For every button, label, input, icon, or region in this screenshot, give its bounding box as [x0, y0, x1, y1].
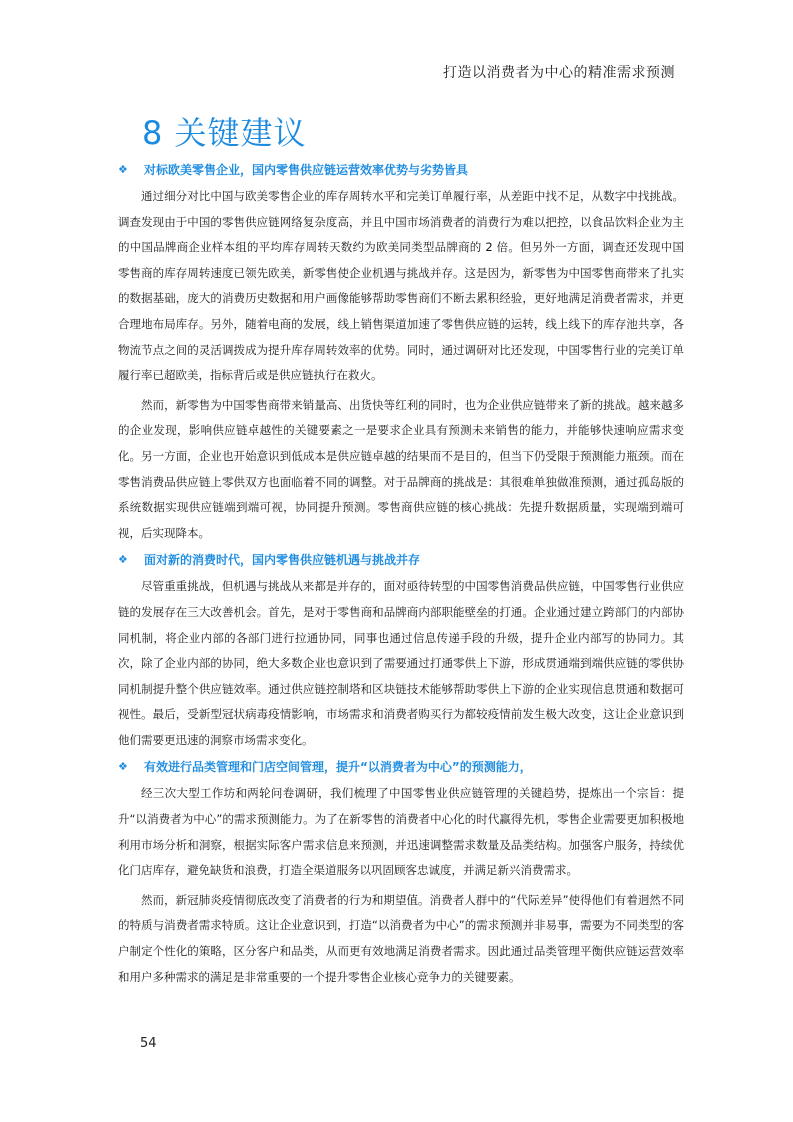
paragraph: 然而，新零售为中国零售商带来销量高、出货快等红利的同时，也为企业供应链带来了新的挑战。越来越多的企业发现，影响供应链卓越性的关键要素之一是要求企业具有预测未来销售的能力，并能够快速响应需求变化。另一方面，企业也开始意识到低成本是供应链卓越的结果而不是目的，但当下仍受限于预测能力瓶颈。而在零售消费品供应链上零供双方也面临着不同的调整。对于品牌商的挑战是：其很难单独做准预测，通过孤岛版的系统数据实现供应链端到端可视，协同提升预测。零售商供应链的核心挑战：先提升数据质量，实现端到端可视，后实现降本。: [118, 397, 684, 540]
paragraph: 通过细分对比中国与欧美零售企业的库存周转水平和完美订单履行率，从差距中找不足，从数字中找挑战。调查发现由于中国的零售供应链网络复杂度高，并且中国市场消费者的消费行为难以把控，以食品饮料企业为主的中国品牌商企业样本组的平均库存周转天数约为欧美同类型品牌商的 2 倍。但另外一方面，调查还发现中国零售商的库存周转速度已领先欧美，新零售使企业机遇与挑战并存。这是因为，新零售为中国零售商带来了扎实的数据基础，庞大的消费历史数据和用户画像能够帮助零售商们不断去累积经验，更好地满足消费者需求，并更合理地布局库存。另外，随着电商的发展，线上销售渠道加速了零售供应链的运转，线上线下的库存池共享，各物流节点之间的灵活调拨成为提升库存周转效率的优势。同时，通过调研对比还发现，中国零售行业的完美订单履行率已超欧美，指标背后或是供应链执行在救火。: [118, 189, 684, 383]
diamond-bullet-icon: ❖: [118, 163, 128, 176]
running-header: 打造以消费者为中心的精准需求预测: [443, 65, 675, 81]
paragraph: 经三次大型工作坊和两轮问卷调研，我们梳理了中国零售业供应链管理的关键趋势，提炼出一个宗旨：提升“以消费者为中心”的需求预测能力。为了在新零售的消费者中心化的时代赢得先机，零售企业需要更加积极地利用市场分析和洞察，根据实际客户需求信息来预测，并迅速调整需求数量及品类结构。加强客户服务，持续优化门店库存，避免缺货和浪费，打造全渠道服务以巩固顾客忠诚度，并满足新兴消费需求。: [118, 786, 684, 878]
chapter-title: 8 关键建议: [142, 114, 307, 152]
diamond-bullet-icon: ❖: [118, 553, 128, 567]
paragraph: 然而，新冠肺炎疫情彻底改变了消费者的行为和期望值。消费者人群中的“代际差异”使得他们有着迥然不同的特质与消费者需求特质。这让企业意识到，打造“以消费者为中心”的需求预测并非易事，需要为不同类型的客户制定个性化的策略，区分客户和品类，从而更有效地满足消费者需求。因此通过品类管理平衡供应链运营效率和用户多种需求的满足是非常重要的一个提升零售企业核心竞争力的关键要素。: [118, 892, 684, 984]
paragraph: 尽管重重挑战，但机遇与挑战从来都是并存的，面对亟待转型的中国零售消费品供应链，中国零售行业供应链的发展存在三大改善机会。首先，是对于零售商和品牌商内部职能壁垒的打通。企业通过建立跨部门的内部协同机制，将企业内部的各部门进行拉通协同，同事也通过信息传递手段的升级，提升企业内部写的协同力。其次，除了企业内部的协同，绝大多数企业也意识到了需要通过打通零供上下游，形成贯通端到端供应链的零供协同机制提升整个供应链效率。通过供应链控制塔和区块链技术能够帮助零供上下游的企业实现信息贯通和数据可视性。最后，受新型冠状病毒疫情影响，市场需求和消费者购买行为都较疫情前发生极大改变，这让企业意识到他们需要更迅速的洞察市场需求变化。: [118, 579, 684, 747]
section-heading-text: 面对新的消费时代，国内零售供应链机遇与挑战并存: [144, 553, 421, 568]
main-content: [118, 160, 684, 994]
section-heading-1: [118, 160, 684, 180]
section-heading-3: [118, 757, 684, 777]
page-number: 54: [140, 1036, 157, 1051]
section-heading-2: [118, 550, 684, 570]
section-heading-text: 有效进行品类管理和门店空间管理，提升“以消费者为中心”的预测能力，: [144, 760, 532, 775]
section-heading-text: 对标欧美零售企业，国内零售供应链运营效率优势与劣势皆具: [144, 163, 469, 177]
diamond-bullet-icon: ❖: [118, 760, 128, 774]
